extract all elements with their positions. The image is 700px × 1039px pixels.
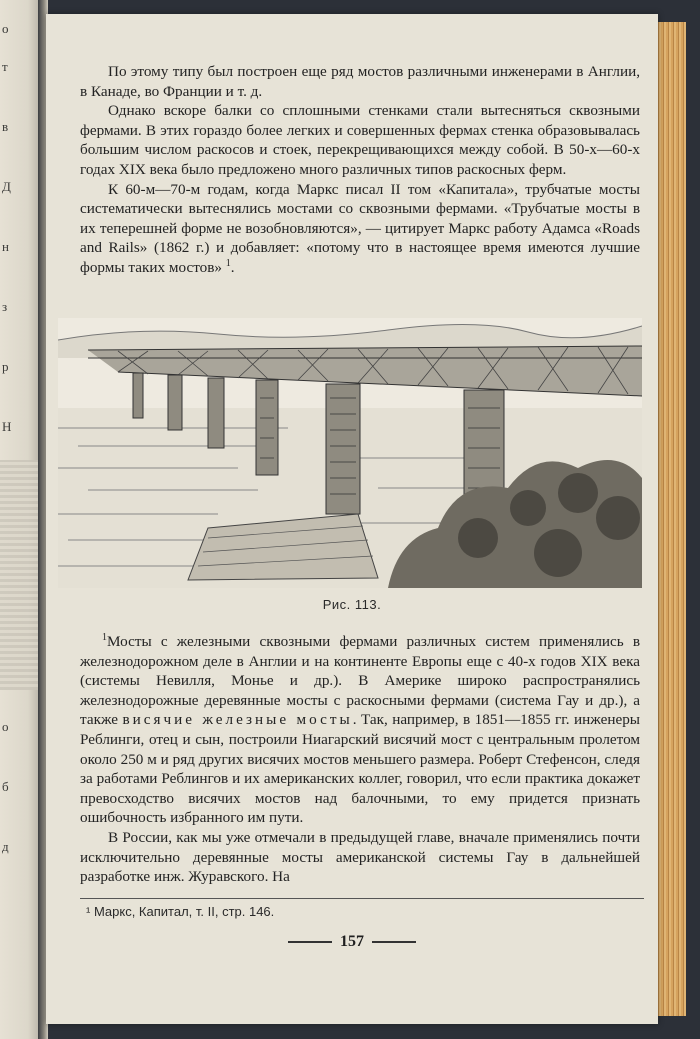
left-page-fragment: з: [2, 299, 8, 314]
body-text-bottom: [80, 632, 640, 887]
paragraph: В России, как мы уже отмечали в предыдущей главе, вначале применялись почти исключительно деревянные мосты американской системы Гау в дальнейшей разработке инж. Журавского. На: [80, 828, 640, 886]
footnote-rule: [80, 898, 644, 899]
bridge-illustration: [58, 318, 642, 588]
paragraph: По этому типу был построен еще ряд мостов различными инженерами в Англии, в Канаде, во Франции и т. д.: [80, 63, 640, 100]
paragraph-text: Мосты с железными сквозными фермами различных систем применялись в железнодорожном деле в Англии и на континенте Европы еще с 40-х годов XIX века (системы Невилля, Монье и др.). В Америке широко распространялись железнодорожные деревянные мосты с раскосными фермами (система Гау и др.), а также: [80, 633, 640, 729]
paragraph: К 60-м—70-м годам, когда Маркс писал II том «Капитала», трубчатые мосты систематически вытеснялись мостами со сквозными фермами. «Трубчатые мосты в их теперешней форме не возобновляются», — цитирует Маркс работу Адамса «Roads and Rails» (1862 г.) и добавляет: «потому что в настоящее время имеются лучшие формы таких мостов» $^1$.: [80, 180, 640, 276]
left-page-figure-fragment: [0, 460, 38, 690]
body-text-top: [80, 62, 640, 278]
left-page-fragment: о: [2, 719, 9, 734]
left-page-fragment: б: [2, 779, 9, 794]
left-page-fragment: в: [2, 119, 9, 134]
footnote-marker: 1: [102, 631, 107, 643]
page-number: 157: [340, 933, 364, 950]
emphasized-text: висячие железные мосты: [122, 711, 353, 729]
paragraph-text: К 60-м—70-м годам, когда Маркс писал II том «Капитала», трубчатые мосты систематически вытеснялись мостами со сквозными фермами. «Трубчатые мосты в их теперешней форме не возобновляются», — цитирует Маркс работу Адамса «Roads and Rails» (1862 г.) и добавляет: «потому что в настоящее время имеются лучшие формы таких мостов»: [80, 180, 640, 276]
page-number-dash: [372, 941, 416, 943]
left-page-fragment: Д: [2, 179, 11, 194]
left-page-fragment: т: [2, 59, 8, 74]
paragraph: [80, 632, 640, 828]
left-page-fragment: р: [2, 359, 9, 374]
paragraph-text: . Так, например, в 1851—1855 гг. инженеры Реблинги, отец и сын, построили Ниагарский висячий мост с центральным пролетом около 250 м и ряд других висячих мостов меньшего размера. Роберт Стефенсон, следя за работами Реблингов и их американских коллег, говорил, что если практика докажет превосходство висячих мостов над балочными, то ему придется признать ошибочность избранного им пути.: [80, 711, 640, 827]
page-number-wrap: [46, 933, 658, 951]
page-stack-edge: [656, 22, 686, 1016]
left-page-fragment: н: [2, 239, 9, 254]
book-page: [46, 14, 658, 1024]
left-page-edge: [0, 0, 40, 1039]
paragraph: Однако вскоре балки со сплошными стенками стали вытесняться сквозными фермами. В этих гораздо более легких и совершенных фермах стенка образовывалась большим числом раскосов и стоек, перекрещивающихся между собой. В 50-х—60-х годах XIX века было предложено много различных типов раскосных ферм.: [80, 102, 640, 178]
footnote-marker: 1: [225, 257, 231, 269]
footnote: ¹ Маркс, Капитал, т. II, стр. 146.: [86, 904, 275, 919]
left-page-fragment: Н: [2, 419, 12, 434]
figure-caption: Рис. 113.: [322, 597, 382, 612]
left-page-fragment: о: [2, 21, 9, 36]
page-number-dash: [288, 941, 332, 943]
left-page-fragment: д: [2, 839, 9, 854]
